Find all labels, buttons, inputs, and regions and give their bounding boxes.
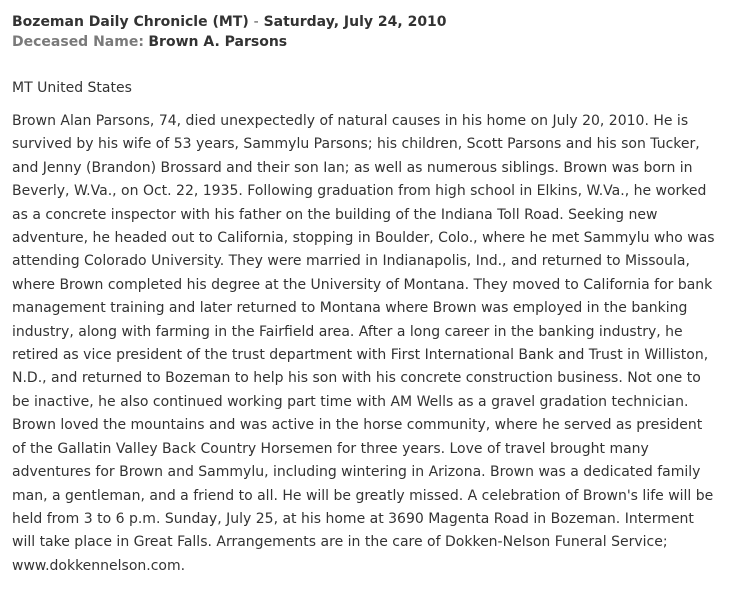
publication-date: Saturday, July 24, 2010 bbox=[263, 14, 447, 30]
deceased-name: Brown A. Parsons bbox=[148, 34, 288, 50]
obituary-body: Brown Alan Parsons, 74, died unexpectedly of natural causes in his home on July 20, 2010. He is survived by his wife of 53 years, Sammylu Parsons; his children, Scott Parsons and his son Tucker, and Jenny (Brandon) Brossard and their son Ian; as well as numerous siblings. Brown was born in Beverly, W.Va., on Oct. 22, 1935. Following graduation from high school in Elkins, W.Va., he worked as a concrete inspector with his father on the building of the Indiana Toll Road. Seeking new adventure, he headed out to California, stopping in Boulder, Colo., where he met Sammylu who was attending Colorado University. They were married in Indianapolis, Ind., and returned to Missoula, where Brown completed his degree at the University of Montana. They moved to California for bank management training and later returned to Montana where Brown was employed in the banking industry, along with farming in the Fairfield area. After a long career in the banking industry, he retired as vice president of the trust department with First International Bank and Trust in Williston, N.D., and returned to Bozeman to help his son with his concrete construction business. Not one to be inactive, he also continued working part time with AM Wells as a gravel gradation technician. Brown loved the mountains and was active in the horse community, where he served as president of the Gallatin Valley Back Country Horsemen for three years. Love of travel brought many adventures for Brown and Sammylu, including wintering in Arizona. Brown was a dedicated family man, a gentleman, and a friend to all. He will be greatly missed. A celebration of Brown's life will be held from 3 to 6 p.m. Sunday, July 25, at his home at 3690 Magenta Road in Bozeman. Interment will take place in Great Falls. Arrangements are in the care of Dokken-Nelson Funeral Service; www.dokkennelson.com. bbox=[12, 113, 715, 574]
newspaper-name: Bozeman Daily Chronicle (MT) bbox=[12, 14, 249, 30]
location-text: MT United States bbox=[12, 80, 132, 96]
source-header bbox=[12, 12, 716, 32]
deceased-label: Deceased Name: bbox=[12, 34, 144, 50]
header-separator: - bbox=[253, 14, 259, 30]
deceased-header bbox=[12, 32, 716, 52]
